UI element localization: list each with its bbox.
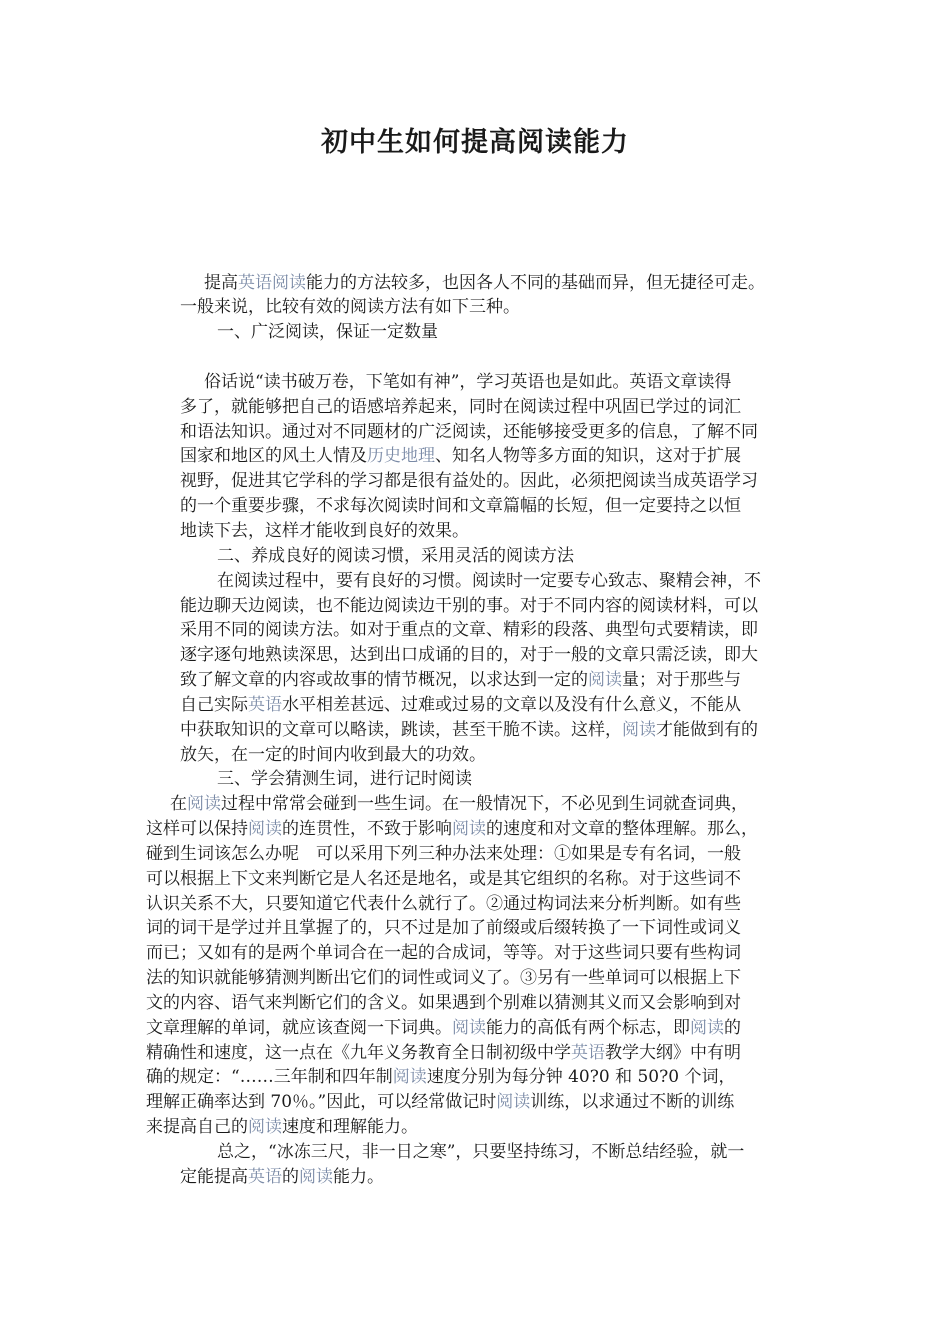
text-line <box>146 966 810 990</box>
text-line <box>146 991 810 1015</box>
document-title: 初中生如何提高阅读能力 <box>321 127 629 158</box>
keyword-link[interactable]: 英语 <box>248 695 282 715</box>
text-segment: 自己实际 <box>180 695 248 715</box>
keyword-link[interactable]: 阅读 <box>248 819 282 839</box>
text-segment: 视野，促进其它学科的学习都是很有益处的。因此，必须把阅读当成英语学习 <box>180 471 758 491</box>
text-segment: 词的词干是学过并且掌握了的，只不过是加了前缀或后缀转换了一下词性或词义 <box>146 918 741 938</box>
text-segment: 多了，就能够把自己的语感培养起来，同时在阅读过程中巩固已学过的词汇 <box>180 397 741 417</box>
text-segment: 的一个重要步骤，不求每次阅读时间和文章篇幅的长短，但一定要持之以恒 <box>180 496 741 516</box>
text-line <box>146 817 810 841</box>
text-segment: 国家和地区的风土人情及 <box>180 446 367 466</box>
text-segment: 理解正确率达到 70％。”因此，可以经常做记时 <box>146 1092 497 1112</box>
text-segment: 定能提高 <box>180 1167 248 1187</box>
text-line <box>180 444 810 468</box>
text-line <box>180 743 810 767</box>
text-line <box>180 420 810 444</box>
text-line <box>180 1165 810 1189</box>
section-heading <box>217 767 810 791</box>
text-segment: 精确性和速度，这一点在《九年义务教育全日制初级中学 <box>146 1043 571 1063</box>
text-line <box>170 792 810 816</box>
text-line <box>146 916 810 940</box>
text-segment: 提高 <box>204 273 238 293</box>
text-segment: 二、养成良好的阅读习惯，采用灵活的阅读方法 <box>217 546 574 566</box>
text-segment: 来提高自己的 <box>146 1117 248 1137</box>
text-line <box>146 892 810 916</box>
text-segment: 的 <box>724 1018 741 1038</box>
text-segment: 文章理解的单词，就应该查阅一下词典。 <box>146 1018 452 1038</box>
text-segment: 放矢，在一定的时间内收到最大的功效。 <box>180 745 486 765</box>
text-segment: 可以根据上下文来判断它是人名还是地名，或是其它组织的名称。对于这些词不 <box>146 869 741 889</box>
text-segment: 能力。 <box>333 1167 384 1187</box>
text-segment: 才能做到有的 <box>656 720 758 740</box>
keyword-link[interactable]: 英语 <box>248 1167 282 1187</box>
text-segment: 地读下去，这样才能收到良好的效果。 <box>180 521 469 541</box>
text-line <box>204 271 822 295</box>
text-segment: 和语法知识。通过对不同题材的广泛阅读，还能够接受更多的信息，了解不同 <box>180 422 758 442</box>
text-segment: 能边聊天边阅读，也不能边阅读边干别的事。对于不同内容的阅读材料，可以 <box>180 596 758 616</box>
text-line <box>180 594 810 618</box>
keyword-link[interactable]: 阅读 <box>187 794 221 814</box>
text-line <box>146 1090 810 1114</box>
text-line <box>180 718 810 742</box>
text-segment: 一、广泛阅读，保证一定数量 <box>217 322 438 342</box>
text-segment: 量；对于那些与 <box>622 670 741 690</box>
keyword-link[interactable]: 阅读 <box>452 819 486 839</box>
text-segment: 在阅读过程中，要有良好的习惯。阅读时一定要专心致志、聚精会神，不 <box>217 571 761 591</box>
text-segment: 文的内容、语气来判断它们的含义。如果遇到个别难以猜测其义而又会影响到对 <box>146 993 741 1013</box>
text-line <box>146 1065 810 1089</box>
keyword-link[interactable]: 英语 <box>571 1043 605 1063</box>
keyword-link[interactable]: 阅读 <box>622 720 656 740</box>
section-heading <box>217 320 817 344</box>
keyword-link[interactable]: 阅读 <box>690 1018 724 1038</box>
text-segment: 能力的方法较多，也因各人不同的基础而异，但无捷径可走。 <box>306 273 765 293</box>
text-segment: 而已；又如有的是两个单词合在一起的合成词，等等。对于这些词只要有些构词 <box>146 943 741 963</box>
text-line <box>180 295 820 319</box>
text-segment: 速度和理解能力。 <box>282 1117 418 1137</box>
keyword-link[interactable]: 阅读 <box>588 670 622 690</box>
text-segment: 教学大纲》中有明 <box>605 1043 741 1063</box>
keyword-link[interactable]: 阅读 <box>496 1092 531 1112</box>
text-line <box>146 1016 810 1040</box>
text-line <box>180 395 810 419</box>
keyword-link[interactable]: 阅读 <box>299 1167 333 1187</box>
text-segment: 俗话说“读书破万卷，下笔如有神”，学习英语也是如此。英语文章读得 <box>204 372 732 392</box>
keyword-link[interactable]: 阅读 <box>248 1117 282 1137</box>
text-segment: 逐字逐句地熟读深思，达到出口成诵的目的，对于一般的文章只需泛读，即大 <box>180 645 758 665</box>
text-segment: 总之，“冰冻三尺，非一日之寒”，只要坚持练习，不断总结经验，就一 <box>217 1142 745 1162</box>
text-segment: 三、学会猜测生词，进行记时阅读 <box>217 769 472 789</box>
text-line <box>180 693 810 717</box>
keyword-link[interactable]: 英语阅读 <box>238 273 306 293</box>
text-segment: 中获取知识的文章可以略读，跳读，甚至干脆不读。这样， <box>180 720 622 740</box>
text-segment: 能力的高低有两个标志，即 <box>486 1018 690 1038</box>
text-line <box>146 867 810 891</box>
section-heading <box>217 544 810 568</box>
text-line <box>146 941 810 965</box>
text-line <box>180 618 810 642</box>
text-segment: 认识关系不大，只要知道它代表什么就行了。②通过构词法来分析判断。如有些 <box>146 894 741 914</box>
text-segment: 的连贯性，不致于影响 <box>282 819 452 839</box>
text-segment: 确的规定：“……三年制和四年制 <box>146 1067 393 1087</box>
text-line <box>180 494 810 518</box>
text-line <box>204 370 810 394</box>
text-segment: 在 <box>170 794 187 814</box>
text-line <box>180 643 810 667</box>
text-segment: 速度分别为每分钟 40?0 和 50?0 个词， <box>426 1067 736 1087</box>
text-line <box>146 842 810 866</box>
keyword-link[interactable]: 历史地理 <box>367 446 435 466</box>
keyword-link[interactable]: 阅读 <box>392 1067 427 1087</box>
text-segment: 致了解文章的内容或故事的情节概况，以求达到一定的 <box>180 670 588 690</box>
text-segment: 训练，以求通过不断的训练 <box>530 1092 735 1112</box>
text-segment: 碰到生词该怎么办呢 可以采用下列三种办法来处理：①如果是专有名词，一般 <box>146 844 741 864</box>
keyword-link[interactable]: 阅读 <box>452 1018 486 1038</box>
text-line <box>180 668 810 692</box>
text-segment: 法的知识就能够猜测判断出它们的词性或词义了。③另有一些单词可以根据上下 <box>146 968 741 988</box>
text-segment: 过程中常常会碰到一些生词。在一般情况下，不必见到生词就查词典， <box>221 794 748 814</box>
text-line <box>146 1041 810 1065</box>
text-segment: 采用不同的阅读方法。如对于重点的文章、精彩的段落、典型句式要精读，即 <box>180 620 758 640</box>
text-segment: 的速度和对文章的整体理解。那么， <box>486 819 758 839</box>
text-segment: 一般来说，比较有效的阅读方法有如下三种。 <box>180 297 520 317</box>
text-segment: 这样可以保持 <box>146 819 248 839</box>
text-line <box>146 1115 810 1139</box>
text-segment: 水平相差甚远、过难或过易的文章以及没有什么意义，不能从 <box>282 695 741 715</box>
text-line <box>180 519 810 543</box>
text-segment: 的 <box>282 1167 299 1187</box>
text-line <box>217 569 810 593</box>
text-segment: 、知名人物等多方面的知识，这对于扩展 <box>435 446 741 466</box>
text-line <box>180 469 810 493</box>
text-line <box>217 1140 810 1164</box>
